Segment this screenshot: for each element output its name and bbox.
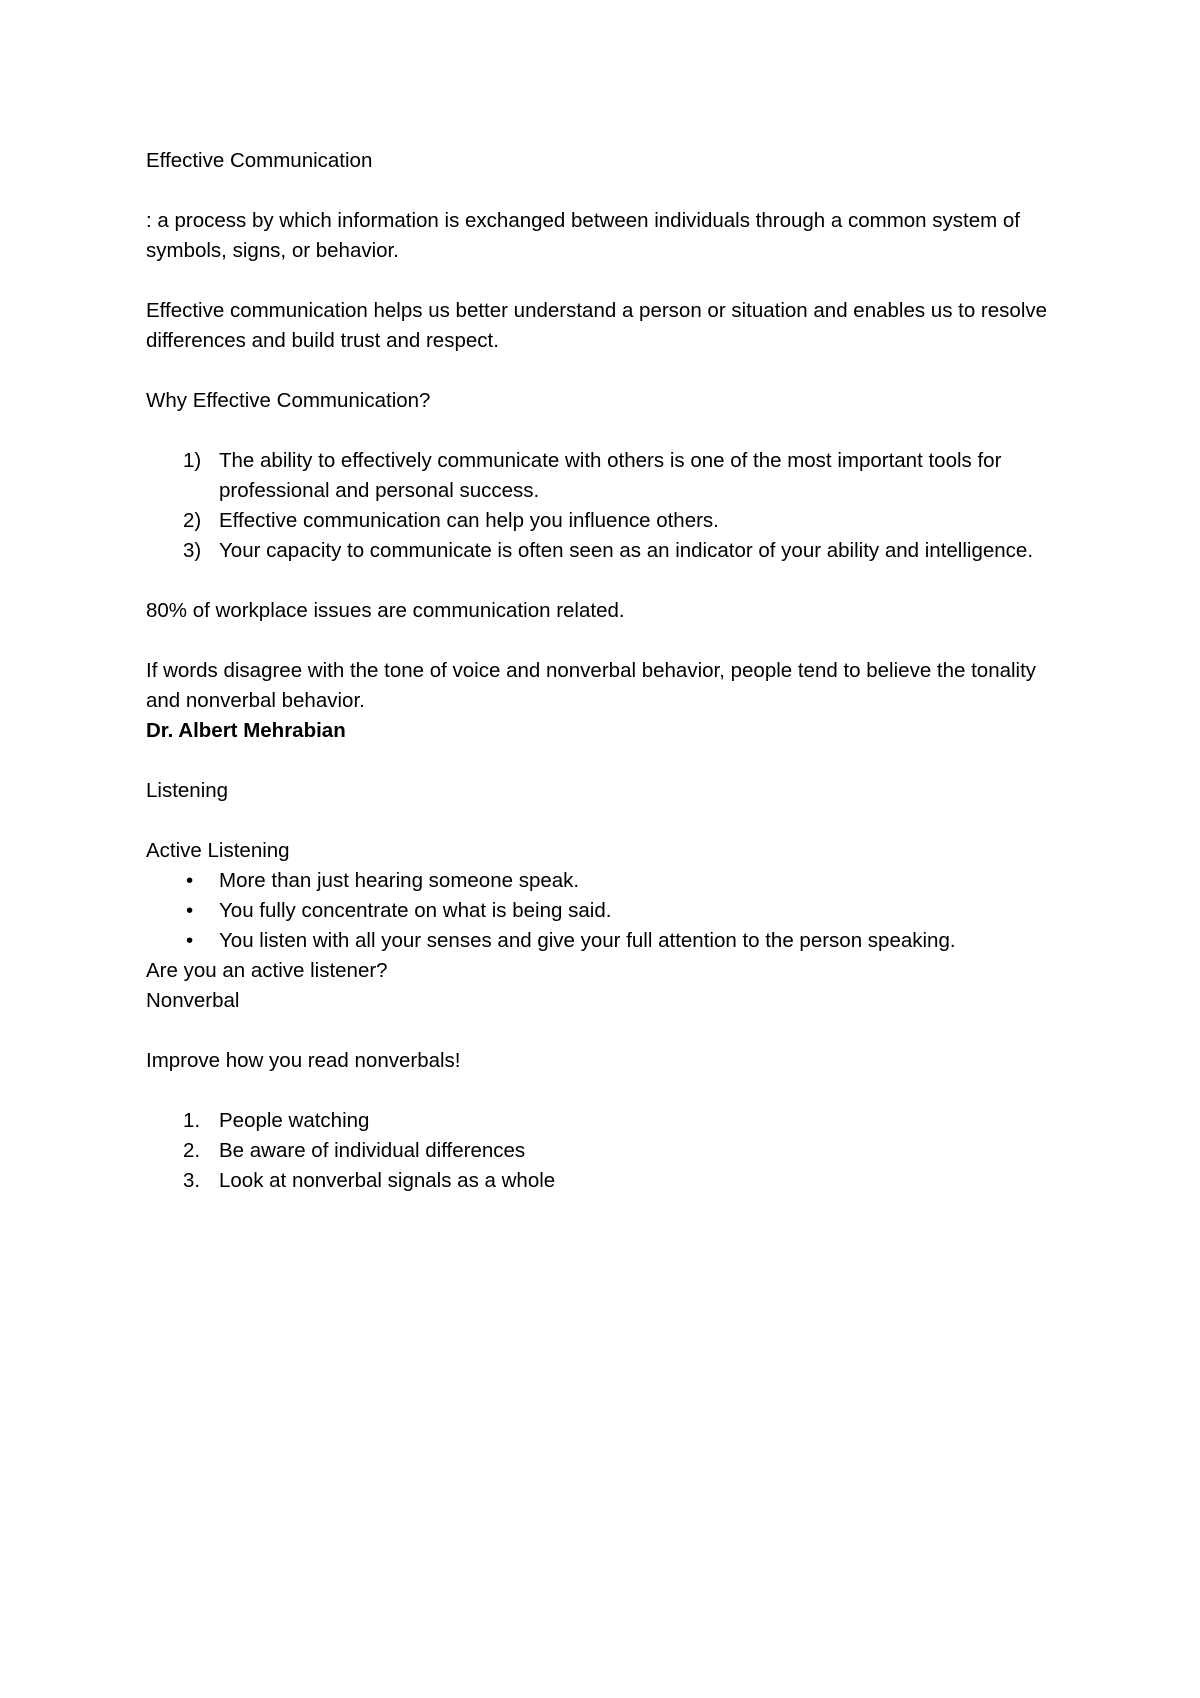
list-item-text: More than just hearing someone speak.	[219, 869, 580, 892]
list-item-text: Effective communication can help you influence others.	[219, 509, 719, 532]
list-item-text: Be aware of individual differences	[219, 1139, 526, 1162]
improve-heading: Improve how you read nonverbals!	[146, 1049, 461, 1072]
bullet-marker: •	[186, 869, 194, 892]
spacer	[146, 1076, 1066, 1106]
list-item-text: Your capacity to communicate is often seen as an indicator of your ability and intelligence.	[219, 539, 1034, 562]
intro-paragraph: Effective communication helps us better understand a person or situation and enables us to resolve differences and build trust and respect.	[146, 299, 1048, 352]
list-item	[146, 1106, 1066, 1136]
spacer	[146, 176, 1066, 206]
list-item	[146, 446, 1066, 506]
bullet-marker: •	[186, 929, 194, 952]
spacer	[146, 266, 1066, 296]
list-item	[146, 536, 1066, 566]
list-item	[146, 866, 1066, 896]
list-item-text: You listen with all your senses and give your full attention to the person speaking.	[219, 929, 956, 952]
list-marker: 3)	[183, 539, 202, 562]
list-marker: 2.	[183, 1139, 201, 1162]
list-marker: 2)	[183, 509, 202, 532]
quote-author: Dr. Albert Mehrabian	[146, 719, 346, 742]
active-listener-question: Are you an active listener?	[146, 959, 388, 982]
list-item	[146, 896, 1066, 926]
list-item-text: Look at nonverbal signals as a whole	[219, 1169, 556, 1192]
list-item	[146, 926, 1066, 956]
bullet-marker: •	[186, 899, 194, 922]
list-item	[146, 1136, 1066, 1166]
list-item-text: People watching	[219, 1109, 370, 1132]
list-marker: 3.	[183, 1169, 201, 1192]
stat-paragraph: 80% of workplace issues are communication related.	[146, 599, 625, 622]
improve-list	[146, 1106, 1066, 1196]
document-page	[146, 146, 1066, 1196]
quote-paragraph: If words disagree with the tone of voice and nonverbal behavior, people tend to believe the tonality and nonverbal behavior.	[146, 659, 1037, 712]
list-item-text: The ability to effectively communicate with others is one of the most important tools for professional and personal success.	[219, 449, 1002, 502]
listening-heading: Listening	[146, 779, 229, 802]
list-item	[146, 1166, 1066, 1196]
nonverbal-heading: Nonverbal	[146, 989, 240, 1012]
spacer	[146, 746, 1066, 776]
document-title: Effective Communication	[146, 149, 373, 172]
definition-paragraph: : a process by which information is exchanged between individuals through a common system of symbols, signs, or behavior.	[146, 209, 1020, 262]
spacer	[146, 566, 1066, 596]
list-item	[146, 506, 1066, 536]
why-heading: Why Effective Communication?	[146, 389, 431, 412]
active-listening-heading: Active Listening	[146, 839, 290, 862]
list-item-text: You fully concentrate on what is being said.	[219, 899, 612, 922]
spacer	[146, 416, 1066, 446]
active-listening-list	[146, 866, 1066, 956]
spacer	[146, 356, 1066, 386]
why-list	[146, 446, 1066, 566]
spacer	[146, 626, 1066, 656]
spacer	[146, 1016, 1066, 1046]
list-marker: 1)	[183, 449, 202, 472]
spacer	[146, 806, 1066, 836]
list-marker: 1.	[183, 1109, 201, 1132]
